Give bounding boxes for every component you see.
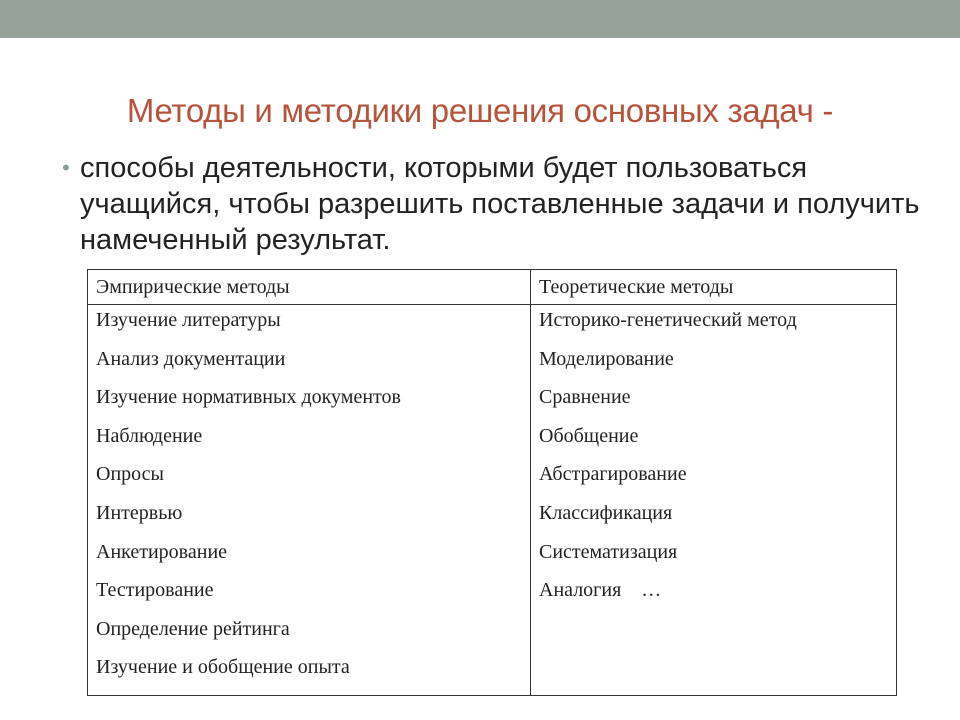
list-item: Классификация: [539, 501, 673, 524]
theoretical-methods-cell: [531, 305, 897, 696]
list-item: Абстрагирование: [539, 463, 687, 486]
list-item: Определение рейтинга: [96, 617, 290, 640]
header-empirical: Эмпирические методы: [88, 270, 531, 305]
empirical-methods-list: [96, 309, 530, 695]
list-item: Аналогия …: [539, 579, 662, 602]
list-item: Изучение литературы: [96, 309, 281, 331]
list-item: Моделирование: [539, 347, 674, 370]
bullet-dot-icon: •: [60, 156, 72, 180]
table-body-row: [88, 305, 897, 696]
list-item: Сравнение: [539, 386, 631, 409]
slide-title: Методы и методики решения основных задач -: [126, 92, 834, 129]
top-decorative-bar: [0, 0, 960, 38]
bullet-text: способы деятельности, которыми будет пользоваться учащийся, чтобы разрешить поставленные задачи и получить намеченный результат.: [80, 152, 920, 256]
list-item: Опросы: [96, 463, 164, 486]
list-item: Тестирование: [96, 579, 214, 602]
list-item: Анкетирование: [96, 540, 228, 563]
methods-table: [87, 269, 897, 696]
list-item: Интервью: [96, 501, 183, 524]
list-item: Систематизация: [539, 540, 678, 563]
table-header-row: [88, 270, 897, 305]
list-item: Наблюдение: [96, 424, 203, 447]
empirical-methods-cell: [88, 305, 531, 696]
header-theoretical: Теоретические методы: [531, 270, 897, 305]
list-item: Изучение нормативных документов: [96, 386, 401, 409]
list-item: Изучение и обобщение опыта: [96, 656, 350, 679]
list-item: Историко-генетический метод: [539, 309, 797, 331]
list-item: Обобщение: [539, 424, 639, 447]
bullet-point: [60, 150, 920, 258]
theoretical-methods-list: [539, 309, 896, 618]
list-item: Анализ документации: [96, 347, 286, 370]
